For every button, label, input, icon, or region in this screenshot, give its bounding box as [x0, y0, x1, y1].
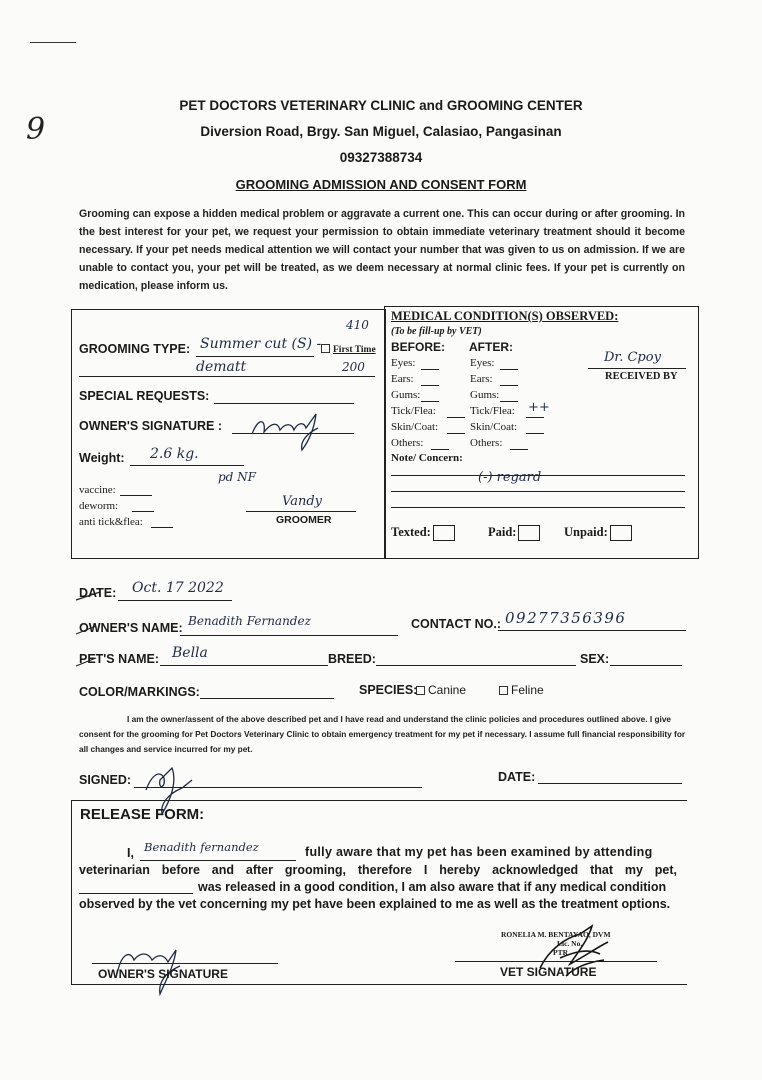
received-by-line: [588, 368, 686, 369]
vet-stamp-ptr: PTR: [553, 948, 568, 957]
special-requests-label: SPECIAL REQUESTS:: [79, 389, 210, 403]
medical-before-line-2[interactable]: [421, 401, 439, 402]
contact-line: [498, 630, 686, 631]
medical-after-3: Tick/Flea:: [470, 405, 515, 417]
texted-field[interactable]: [391, 525, 455, 541]
clinic-address: Diversion Road, Brgy. San Miguel, Calasiao, Pangasinan: [200, 124, 562, 139]
color-markings-line[interactable]: [200, 698, 334, 699]
medical-subtitle: (To be fill-up by VET): [391, 326, 482, 337]
medical-before-line-5[interactable]: [431, 449, 449, 450]
medical-after-line-2[interactable]: [500, 401, 518, 402]
medical-before-2: Gums:: [391, 389, 421, 401]
owner-name-value[interactable]: Benadith Fernandez: [188, 614, 311, 628]
intro-paragraph: Grooming can expose a hidden medical problem or aggravate a current one. This can occur during or after grooming. In the best interest for your pet, we request your permission to obtain immediate veterinary treatment should it become necessary. If your pet needs medical attention we will contact your number that was given to us on admission. If we are unable to contact you, your pet will be treated, as we deem necessary at normal clinic fees. If your pet is currently on medication, please inform us.: [79, 208, 685, 292]
medical-title: MEDICAL CONDITION(S) OBSERVED:: [391, 309, 619, 323]
margin-mark: 9: [26, 112, 46, 147]
feline-checkbox[interactable]: [499, 686, 508, 695]
medical-before-4: Skin/Coat:: [391, 421, 439, 433]
dematt-price: 200: [342, 360, 365, 374]
medical-after-1: Ears:: [470, 373, 493, 385]
release-name-line: [140, 860, 296, 861]
unpaid-field[interactable]: [564, 525, 632, 541]
release-line-2: veterinarian before and after grooming, therefore I hereby acknowledged that my pet,: [79, 863, 677, 877]
after-label: AFTER:: [469, 340, 513, 354]
received-by-value: Dr. Cpoy: [604, 350, 661, 365]
release-pet-line[interactable]: [79, 893, 193, 894]
grooming-type-line: [196, 356, 314, 357]
dematt-value[interactable]: dematt: [196, 359, 247, 375]
special-requests-line[interactable]: [214, 403, 354, 404]
grooming-price: 410: [346, 318, 369, 332]
medical-before-1: Ears:: [391, 373, 414, 385]
owner-name-label: OWNER'S NAME:: [79, 621, 183, 635]
first-time-checkbox[interactable]: [321, 344, 330, 353]
breed-line[interactable]: [376, 665, 576, 666]
before-label: BEFORE:: [391, 340, 445, 354]
weight-note-value: pd NF: [218, 470, 257, 484]
pet-name-line: [160, 665, 328, 666]
date-label: DATE:: [79, 586, 117, 600]
medical-before-line-4[interactable]: [447, 433, 465, 434]
owner-name-line: [180, 635, 398, 636]
anti-tick-label: anti tick&flea:: [79, 516, 143, 528]
form-title: GROOMING ADMISSION AND CONSENT FORM: [235, 177, 527, 192]
canine-option[interactable]: [416, 683, 466, 697]
signed-label: SIGNED:: [79, 773, 132, 787]
deworm-label: deworm:: [79, 500, 119, 512]
release-line-3: was released in a good condition, I am also aware that if any medical condition: [198, 880, 667, 894]
note-concern-label: Note/ Concern:: [391, 452, 463, 464]
feline-label: Feline: [511, 683, 544, 697]
groomer-label: GROOMER: [276, 514, 332, 526]
texted-label: Texted:: [391, 525, 431, 539]
clinic-phone: 09327388734: [339, 150, 423, 165]
release-title: RELEASE FORM:: [80, 806, 205, 823]
medical-after-line-0[interactable]: [500, 369, 518, 370]
medical-after-0: Eyes:: [470, 357, 495, 369]
vaccine-label: vaccine:: [79, 484, 116, 496]
release-i-label: I,: [127, 846, 134, 860]
groomer-line: [246, 511, 356, 512]
texted-checkbox[interactable]: [433, 525, 455, 541]
contact-value[interactable]: 09277356396: [505, 609, 627, 627]
vet-signature-line[interactable]: [455, 961, 657, 962]
consent-paragraph: I am the owner/assent of the above described pet and I have read and understand the clinic policies and procedures outlined above. I give consent for the grooming for Pet Doctors Veterinary Clinic to obtain emergency treatment for my pet if necessary. I assume full financial responsibility for all changes and service incurred for my pet.: [79, 714, 686, 754]
medical-after-5: Others:: [470, 437, 503, 449]
paid-field[interactable]: [488, 525, 540, 541]
clinic-name: PET DOCTORS VETERINARY CLINIC and GROOMING CENTER: [179, 98, 583, 113]
owner-signature-label: OWNER'S SIGNATURE :: [79, 419, 223, 433]
vet-stamp-lic: Lic. No.: [557, 939, 583, 948]
anti-tick-line[interactable]: [151, 527, 173, 528]
medical-before-5: Others:: [391, 437, 424, 449]
vaccine-line[interactable]: [120, 495, 152, 496]
pen-dash-marks: [74, 586, 104, 706]
owner-signature-release-label: OWNER'S SIGNATURE: [98, 967, 228, 981]
dematt-line: [79, 376, 375, 377]
note-line-3[interactable]: [391, 507, 685, 508]
medical-after-4: Skin/Coat:: [470, 421, 518, 433]
tick-after-value: ++: [528, 400, 550, 415]
pet-name-label: PET'S NAME:: [79, 652, 160, 666]
release-line-4: observed by the vet concerning my pet have been explained to me as well as the treatment options.: [79, 897, 671, 911]
date-value[interactable]: Oct. 17 2022: [132, 580, 224, 596]
medical-after-line-3[interactable]: [526, 417, 544, 418]
canine-label: Canine: [428, 683, 467, 697]
unpaid-checkbox[interactable]: [610, 525, 632, 541]
weight-value[interactable]: 2.6 kg.: [150, 446, 199, 462]
color-markings-label: COLOR/MARKINGS:: [79, 685, 200, 699]
vet-stamp-name: RONELIA M. BENTAYAO, DVM: [501, 930, 611, 939]
date2-line[interactable]: [538, 783, 682, 784]
breed-label: BREED:: [328, 652, 376, 666]
paid-checkbox[interactable]: [518, 525, 540, 541]
deworm-line[interactable]: [132, 511, 154, 512]
release-name-value[interactable]: Benadith fernandez: [144, 840, 259, 854]
first-time-label: First Time: [333, 345, 376, 355]
sex-label: SEX:: [580, 652, 610, 666]
weight-label: Weight:: [79, 451, 125, 465]
groomer-name: Vandy: [282, 494, 322, 509]
grooming-type-label: GROOMING TYPE:: [79, 342, 191, 356]
medical-after-line-4[interactable]: [526, 433, 544, 434]
medical-before-line-1[interactable]: [421, 385, 439, 386]
medical-before-3: Tick/Flea:: [391, 405, 436, 417]
paid-label: Paid:: [488, 525, 517, 539]
canine-checkbox[interactable]: [416, 686, 425, 695]
feline-option[interactable]: [499, 683, 544, 697]
medical-after-line-5[interactable]: [510, 449, 528, 450]
contact-label: CONTACT NO.:: [411, 617, 502, 631]
corner-pen-mark: [30, 42, 76, 43]
first-time-option[interactable]: [321, 344, 376, 355]
note-line-2[interactable]: [391, 491, 685, 492]
medical-after-2: Gums:: [470, 389, 500, 401]
owner-signature-mark: [246, 408, 326, 454]
unpaid-label: Unpaid:: [564, 525, 608, 539]
pet-name-value[interactable]: Bella: [172, 645, 208, 661]
sex-line[interactable]: [610, 665, 682, 666]
medical-before-line-0[interactable]: [421, 369, 439, 370]
medical-before-line-3[interactable]: [447, 417, 465, 418]
medical-before-0: Eyes:: [391, 357, 416, 369]
grooming-type-value[interactable]: Summer cut (S) -: [200, 336, 322, 352]
received-by-label: RECEIVED BY: [605, 371, 678, 382]
weight-line: [130, 465, 244, 466]
species-label: SPECIES:: [359, 683, 418, 697]
release-line-1: fully aware that my pet has been examined by attending: [305, 845, 653, 859]
note-concern-value: (-) regard: [478, 470, 542, 485]
medical-after-line-1[interactable]: [500, 385, 518, 386]
date-line: [118, 600, 232, 601]
vet-signature-label: VET SIGNATURE: [500, 965, 597, 979]
date2-label: DATE:: [498, 770, 536, 784]
